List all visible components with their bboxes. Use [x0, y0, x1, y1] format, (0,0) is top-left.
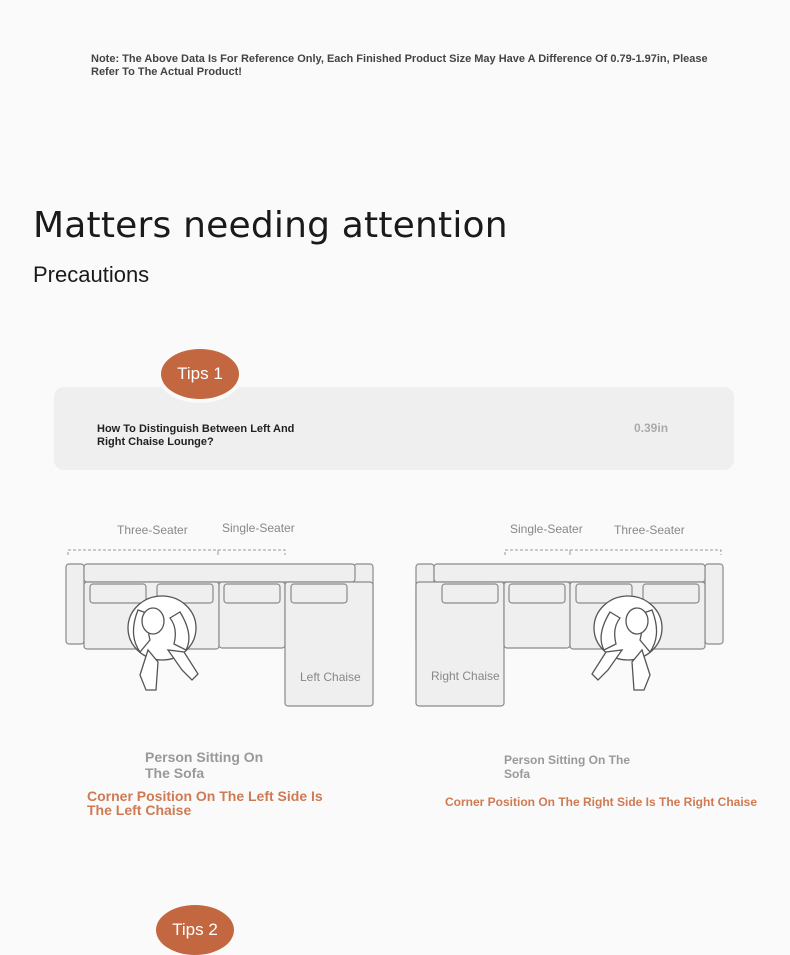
right-person-label: Person Sitting On The Sofa: [504, 753, 631, 781]
tips1-question: How To Distinguish Between Left And Right Chaise Lounge?: [97, 423, 295, 448]
reference-note: Note: The Above Data Is For Reference Only, Each Finished Product Size May Have A Difference Of 0.79-1.97in, Please Refer To The Actual Product!: [91, 53, 708, 78]
left-single-seater-label: Single-Seater: [222, 521, 295, 535]
section-subtitle: Precautions: [33, 262, 150, 287]
tips2-badge: Tips 2: [156, 905, 234, 955]
right-chaise-label: Right Chaise: [431, 669, 500, 683]
left-person-label: Person Sitting On The Sofa: [145, 749, 264, 781]
tips1-badge: Tips 1: [161, 349, 239, 399]
section-title: Matters needing attention: [33, 205, 508, 246]
tips1-size: 0.39in: [634, 421, 669, 435]
left-chaise-sofa-diagram: [60, 540, 380, 712]
left-chaise-label: Left Chaise: [300, 670, 361, 684]
right-chaise-caption: Corner Position On The Right Side Is The Right Chaise: [445, 795, 758, 809]
left-three-seater-label: Three-Seater: [117, 523, 188, 537]
right-chaise-sofa-diagram: [410, 540, 730, 712]
left-chaise-caption: Corner Position On The Left Side Is The Left Chaise: [87, 788, 323, 818]
right-three-seater-label: Three-Seater: [614, 523, 685, 537]
right-single-seater-label: Single-Seater: [510, 522, 583, 536]
